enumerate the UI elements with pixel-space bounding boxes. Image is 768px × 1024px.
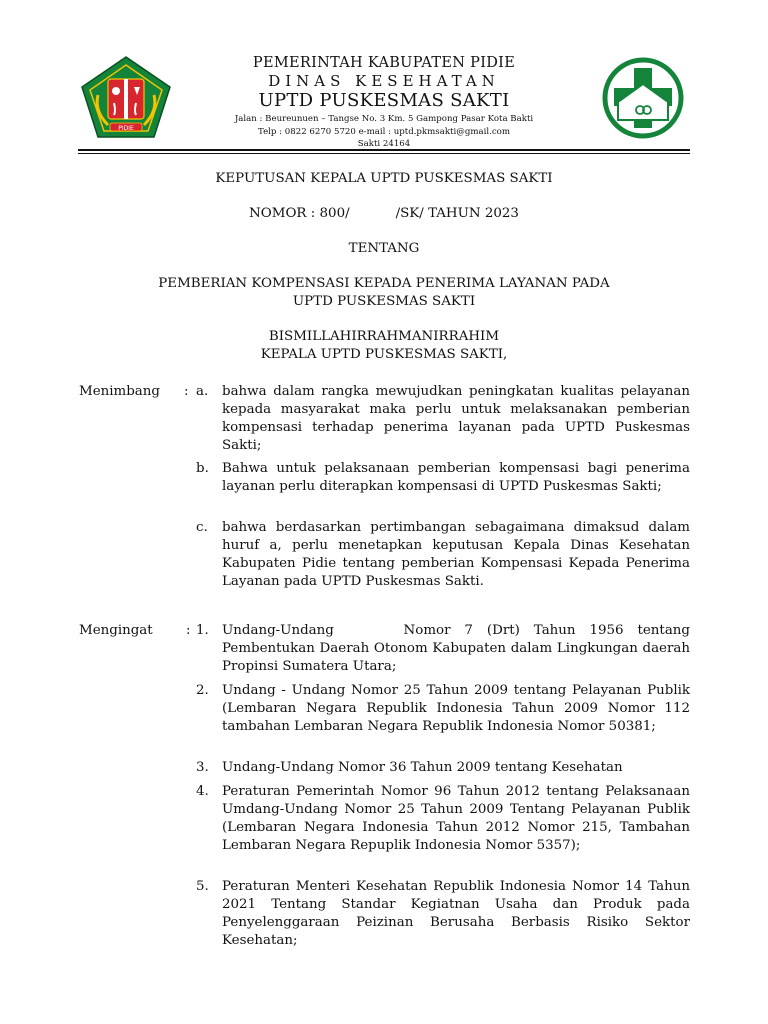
mengingat-item-marker: 3.	[196, 760, 209, 775]
menimbang-item-marker: a.	[196, 384, 209, 399]
menimbang-item-marker: c.	[196, 520, 208, 535]
mengingat-item	[196, 878, 690, 950]
decree-issuer: KEPALA UPTD PUSKESMAS SAKTI,	[260, 347, 508, 362]
mengingat-colon: :	[186, 623, 191, 638]
decree-number-prefix: NOMOR : 800/	[249, 206, 350, 221]
mengingat-item-text: Undang - Undang Nomor 25 Tahun 2009 tentang Pelayanan Publik (Lembaran Negara Republik Indonesia Tahun 2009 Nomor 112 tambahan Lembaran Negara Republik Indonesia Nomor 50381;	[222, 683, 690, 734]
mengingat-item	[196, 682, 690, 736]
menimbang-item-text: bahwa berdasarkan pertimbangan sebagaimana dimaksud dalam huruf a, perlu menetapkan keputusan Kepala Dinas Kesehatan Kabupaten Pidie tentang pemberian Kompensasi Kepada Penerima Layanan pada UPTD Puskesmas Sakti.	[222, 520, 690, 589]
menimbang-item-text: bahwa dalam rangka mewujudkan peningkatan kualitas pelayanan kepada masyarakat maka perlu untuk melaksanakan pemberian kompensasi terhadap penerima layanan pada UPTD Puskesmas Sakti;	[222, 384, 690, 453]
menimbang-item	[196, 383, 690, 455]
mengingat-label: Mengingat	[79, 623, 153, 638]
menimbang-colon: :	[184, 384, 189, 399]
mengingat-item-text: Undang-Undang Nomor 36 Tahun 2009 tentang Kesehatan	[222, 760, 623, 775]
decree-subject-line2: UPTD PUSKESMAS SAKTI	[292, 294, 476, 309]
letterhead-postcode: Sakti 24164	[357, 139, 411, 149]
puskesmas-cross-logo-icon	[596, 56, 690, 140]
mengingat-item	[196, 759, 690, 777]
mengingat-item	[196, 622, 695, 676]
menimbang-item-marker: b.	[196, 461, 209, 476]
decree-heading: KEPUTUSAN KEPALA UPTD PUSKESMAS SAKTI	[215, 171, 553, 186]
letterhead-department: DINAS KESEHATAN	[268, 72, 500, 90]
mengingat-item-marker: 1.	[196, 623, 209, 638]
menimbang-item	[196, 460, 690, 496]
pidie-regency-emblem-icon	[80, 55, 172, 139]
decree-number-suffix: /SK/ TAHUN 2023	[395, 206, 519, 221]
decree-tentang: TENTANG	[348, 241, 420, 256]
letterhead-contact: Telp : 0822 6270 5720 e-mail : uptd.pkmsakti@gmail.com	[258, 126, 510, 137]
bismillah: BISMILLAHIRRAHMANIRRAHIM	[268, 329, 500, 344]
letterhead	[180, 54, 588, 150]
letterhead-address: Jalan : Beureunuen – Tangse No. 3 Km. 5 Gampong Pasar Kota Bakti	[234, 114, 534, 124]
mengingat-item-text: Peraturan Pemerintah Nomor 96 Tahun 2012 tentang Pelaksanaan Umdang-Undang Nomor 25 Tahun 2009 Tentang Pelayanan Publik (Lembaran Negara Indonesia Tahun 2012 Nomor 215, Tambahan Lembaran Negara Repuplik Indonesia Nomor 5357);	[222, 784, 690, 853]
decree-number	[78, 205, 690, 223]
mengingat-item-marker: 4.	[196, 784, 209, 799]
emblem-banner-text: PIDIE	[118, 125, 134, 132]
menimbang-item-text: Bahwa untuk pelaksanaan pemberian kompensasi bagi penerima layanan perlu diterapkan kompensasi di UPTD Puskesmas Sakti;	[222, 461, 690, 494]
menimbang-item	[196, 519, 690, 591]
mengingat-item	[196, 783, 690, 855]
letterhead-rule-thick	[78, 149, 690, 151]
letterhead-unit: UPTD PUSKESMAS SAKTI	[258, 90, 510, 111]
mengingat-item-text: Peraturan Menteri Kesehatan Republik Indonesia Nomor 14 Tahun 2021 Tentang Standar Kegiatnan Usaha dan Produk pada Penyelenggaraan Peizinan Berusaha Berbasis Risiko Sektor Kesehatan;	[222, 879, 690, 948]
letterhead-rule-thin	[78, 153, 690, 154]
mengingat-item-marker: 2.	[196, 683, 209, 698]
decree-subject-line1: PEMBERIAN KOMPENSASI KEPADA PENERIMA LAYANAN PADA	[158, 276, 610, 291]
letterhead-government: PEMERINTAH KABUPATEN PIDIE	[252, 55, 516, 71]
mengingat-item-text: Undang-Undang Nomor 7 (Drt) Tahun 1956 tentang Pembentukan Daerah Otonom Kabupaten dalam Lingkungan daerah Propinsi Sumatera Utara;	[222, 623, 695, 674]
menimbang-label: Menimbang	[79, 384, 160, 399]
mengingat-item-marker: 5.	[196, 879, 209, 894]
